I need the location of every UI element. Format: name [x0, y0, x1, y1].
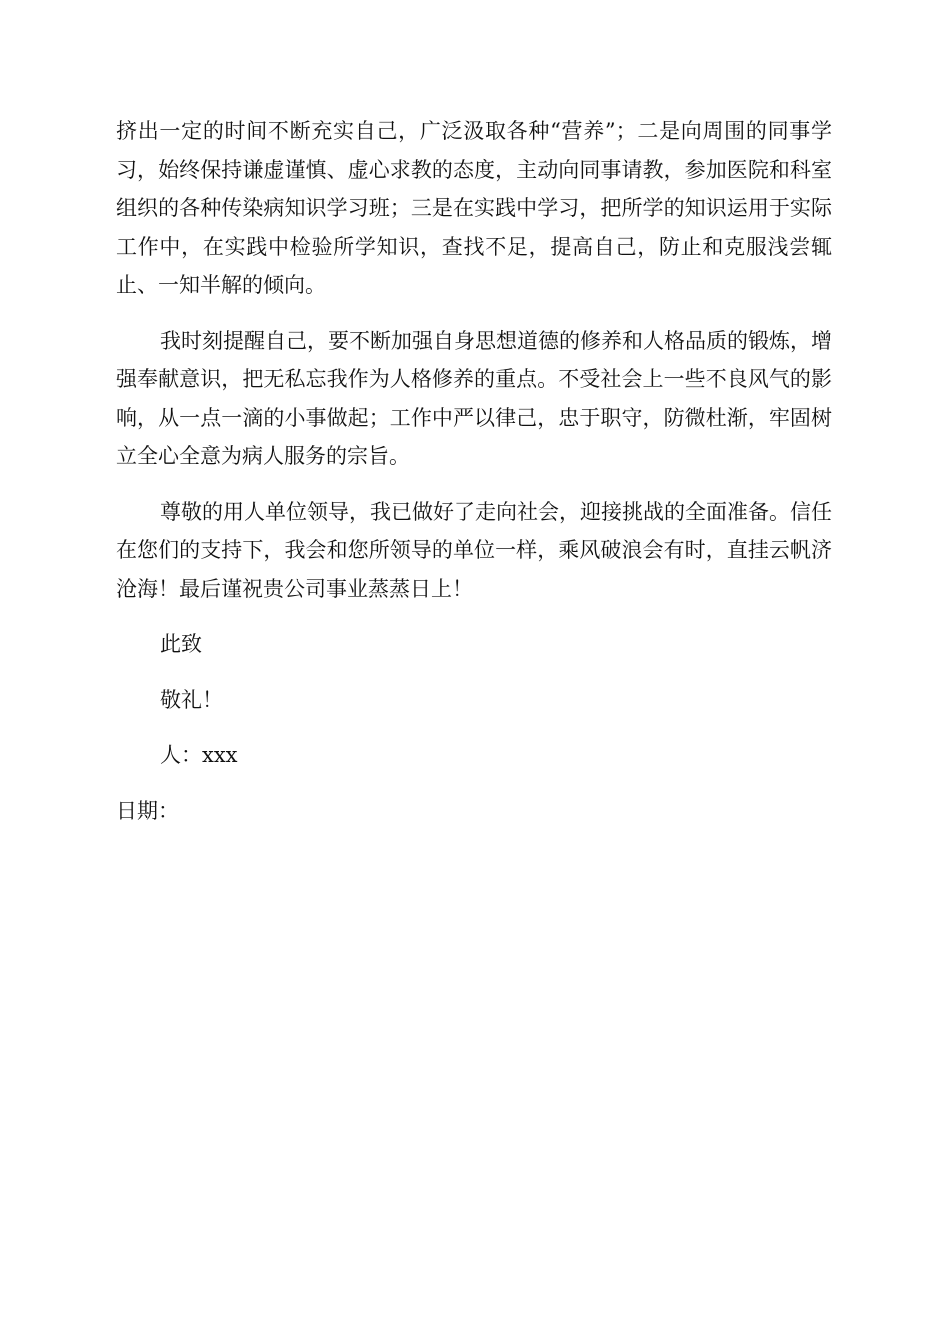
letter-body	[116, 112, 832, 847]
paragraph-self-improvement: 我时刻提醒自己，要不断加强自身思想道德的修养和人格品质的锻炼，增强奉献意识，把无私忘我作为人格修养的重点。不受社会上一些不良风气的影响，从一点一滴的小事做起；工作中严以律己，忠于职守，防微杜渐，牢固树立全心全意为病人服务的宗旨。	[116, 328, 832, 468]
paragraph-conclusion: 尊敬的用人单位领导，我已做好了走向社会，迎接挑战的全面准备。信任在您们的支持下，我会和您所领导的单位一样，乘风破浪会有时，直挂云帆济沧海！最后谨祝贵公司事业蒸蒸日上！	[116, 499, 832, 601]
salutation-text: 敬礼！	[160, 687, 223, 712]
closing-text: 此致	[160, 632, 202, 656]
signature-line: 人：xxx	[160, 743, 238, 767]
date-line: 日期：	[116, 798, 179, 823]
paragraph-learning: 挤出一定的时间不断充实自己，广泛汲取各种“营养”；二是向周围的同事学习，始终保持谦虚谨慎、虚心求教的态度，主动向同事请教，参加医院和科室组织的各种传染病知识学习班；三是在实践中学习，把所学的知识运用于实际工作中，在实践中检验所学知识，查找不足，提高自己，防止和克服浅尝辄止、一知半解的倾向。	[116, 119, 832, 297]
